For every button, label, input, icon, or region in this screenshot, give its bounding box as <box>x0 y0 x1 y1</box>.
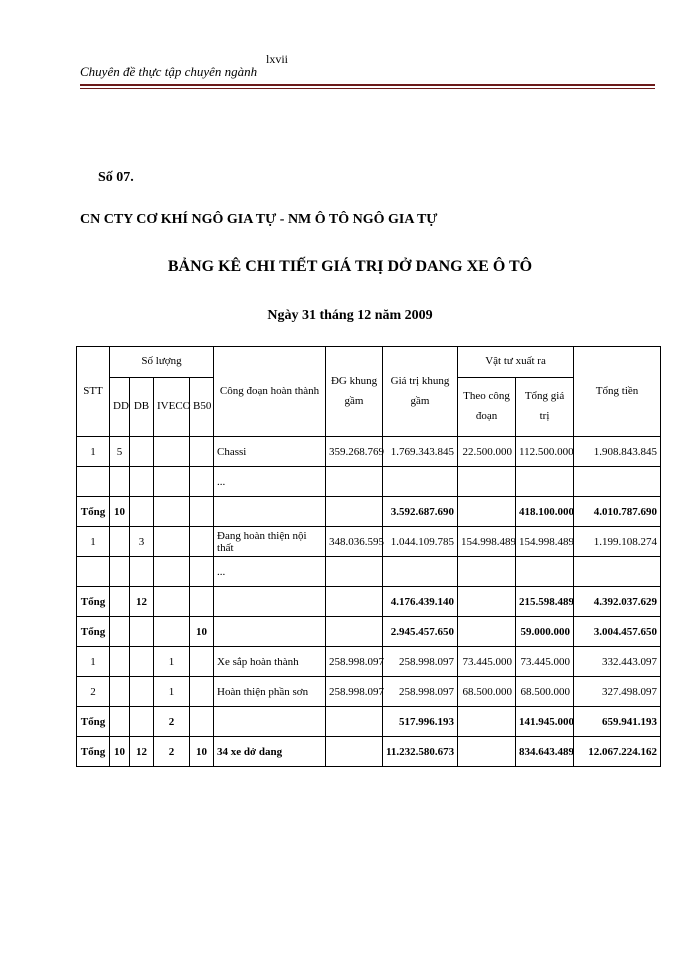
cell-b50 <box>190 677 214 707</box>
cell-dg <box>326 617 383 647</box>
cell-dg <box>326 707 383 737</box>
cell-tong-tien: 659.941.193 <box>574 707 661 737</box>
document-number: Số 07. <box>98 170 134 185</box>
cell-dd <box>110 677 130 707</box>
cell-iveco <box>154 527 190 557</box>
cell-stt: Tổng <box>77 587 110 617</box>
cell-tong-tien: 4.392.037.629 <box>574 587 661 617</box>
cell-theo <box>458 587 516 617</box>
header-dg-khung-gam: ĐG khung gầm <box>326 347 383 437</box>
table-row-total <box>77 617 661 647</box>
cell-tong-tien: 332.443.097 <box>574 647 661 677</box>
header-db: DB <box>130 378 154 437</box>
cell-db <box>130 677 154 707</box>
cell-b50 <box>190 707 214 737</box>
table-row <box>77 527 661 557</box>
cell-dd <box>110 707 130 737</box>
cell-cong-doan: Chassi <box>214 437 326 467</box>
cell-gt: 4.176.439.140 <box>383 587 458 617</box>
cell-dd <box>110 527 130 557</box>
cell-tong-tien: 4.010.787.690 <box>574 497 661 527</box>
cell-cong-doan: ... <box>214 467 326 497</box>
cell-b50 <box>190 587 214 617</box>
cell-gt: 258.998.097 <box>383 677 458 707</box>
header-tong-gia-tri: Tổng giá trị <box>516 378 574 437</box>
cell-theo: 22.500.000 <box>458 437 516 467</box>
cell-dg: 258.998.097 <box>326 647 383 677</box>
cell-stt: Tổng <box>77 707 110 737</box>
header-cong-doan: Công đoạn hoàn thành <box>214 347 326 437</box>
cell-cong-doan: 34 xe dở dang <box>214 737 326 767</box>
cell-gt: 258.998.097 <box>383 647 458 677</box>
cell-dg: 348.036.595 <box>326 527 383 557</box>
cell-iveco <box>154 437 190 467</box>
cell-db: 12 <box>130 587 154 617</box>
cell-tong-tien: 327.498.097 <box>574 677 661 707</box>
cell-tong-gt: 68.500.000 <box>516 677 574 707</box>
cell-db: 12 <box>130 737 154 767</box>
header-title: Chuyên đề thực tập chuyên ngành <box>80 64 258 79</box>
cell-stt: 1 <box>77 437 110 467</box>
cell-b50 <box>190 497 214 527</box>
cell-gt: 517.996.193 <box>383 707 458 737</box>
header-iveco: IVECO <box>154 378 190 437</box>
cell-cong-doan: Hoàn thiện phần sơn <box>214 677 326 707</box>
cell-cong-doan <box>214 587 326 617</box>
cell-stt: 2 <box>77 677 110 707</box>
cell-tong-tien: 12.067.224.162 <box>574 737 661 767</box>
table-row <box>77 557 661 587</box>
cell-dg <box>326 497 383 527</box>
cell-cong-doan <box>214 617 326 647</box>
document-date: Ngày 31 tháng 12 năm 2009 <box>267 308 433 323</box>
cell-dd <box>110 467 130 497</box>
cell-stt: 1 <box>77 647 110 677</box>
cell-stt: Tổng <box>77 617 110 647</box>
cell-tong-gt: 834.643.489 <box>516 737 574 767</box>
header-vat-tu-xuat-ra: Vật tư xuất ra <box>458 347 574 378</box>
cell-iveco <box>154 467 190 497</box>
header-gia-tri-khung-gam: Giá trị khung gầm <box>383 347 458 437</box>
cell-tong-gt <box>516 557 574 587</box>
cell-dg <box>326 467 383 497</box>
cell-gt <box>383 467 458 497</box>
table-row-total <box>77 497 661 527</box>
cell-b50 <box>190 527 214 557</box>
cell-dd: 10 <box>110 737 130 767</box>
cell-db <box>130 707 154 737</box>
header-dd: DD <box>110 378 130 437</box>
cell-tong-gt: 215.598.489 <box>516 587 574 617</box>
cell-b50: 10 <box>190 617 214 647</box>
cell-iveco: 1 <box>154 677 190 707</box>
header-tong-tien: Tổng tiền <box>574 347 661 437</box>
table-row <box>77 647 661 677</box>
cell-cong-doan: ... <box>214 557 326 587</box>
cell-theo <box>458 707 516 737</box>
cell-stt: Tổng <box>77 737 110 767</box>
cell-stt <box>77 557 110 587</box>
cell-db: 3 <box>130 527 154 557</box>
cell-theo <box>458 737 516 767</box>
page-number: lxvii <box>266 52 289 66</box>
cell-theo <box>458 557 516 587</box>
cell-dg: 258.998.097 <box>326 677 383 707</box>
cell-cong-doan: Xe sắp hoàn thành <box>214 647 326 677</box>
cell-tong-gt: 73.445.000 <box>516 647 574 677</box>
cell-gt: 1.044.109.785 <box>383 527 458 557</box>
table-row-total <box>77 707 661 737</box>
cell-cong-doan: Đang hoàn thiện nội thất <box>214 527 326 557</box>
cell-dd <box>110 617 130 647</box>
cell-db <box>130 557 154 587</box>
cell-tong-gt: 112.500.000 <box>516 437 574 467</box>
cell-tong-gt <box>516 467 574 497</box>
cell-tong-gt: 59.000.000 <box>516 617 574 647</box>
cell-tong-gt: 418.100.000 <box>516 497 574 527</box>
table-row <box>77 437 661 467</box>
table-row-total <box>77 587 661 617</box>
cell-db <box>130 467 154 497</box>
cell-dd <box>110 557 130 587</box>
wip-detail-table <box>76 346 661 767</box>
cell-dd <box>110 647 130 677</box>
cell-theo <box>458 617 516 647</box>
cell-tong-tien: 1.908.843.845 <box>574 437 661 467</box>
header-rule-thick <box>80 84 655 86</box>
header-so-luong: Số lượng <box>110 347 214 378</box>
cell-b50 <box>190 467 214 497</box>
cell-stt: Tổng <box>77 497 110 527</box>
table-body <box>77 437 661 767</box>
cell-db <box>130 647 154 677</box>
header-b50: B50 <box>190 378 214 437</box>
cell-tong-tien <box>574 467 661 497</box>
cell-cong-doan <box>214 497 326 527</box>
cell-gt: 11.232.580.673 <box>383 737 458 767</box>
cell-b50 <box>190 437 214 467</box>
cell-db <box>130 617 154 647</box>
cell-tong-tien: 1.199.108.274 <box>574 527 661 557</box>
cell-db <box>130 437 154 467</box>
cell-dg: 359.268.769 <box>326 437 383 467</box>
cell-tong-tien: 3.004.457.650 <box>574 617 661 647</box>
cell-cong-doan <box>214 707 326 737</box>
document-title: BẢNG KÊ CHI TIẾT GIÁ TRỊ DỞ DANG XE Ô TÔ <box>167 258 533 275</box>
header-stt: STT <box>77 347 110 437</box>
cell-dg <box>326 587 383 617</box>
cell-stt <box>77 467 110 497</box>
company-name: CN CTY CƠ KHÍ NGÔ GIA TỰ - NM Ô TÔ NGÔ GIA TỰ <box>80 212 438 227</box>
cell-tong-gt: 154.998.489 <box>516 527 574 557</box>
cell-theo: 68.500.000 <box>458 677 516 707</box>
cell-tong-gt: 141.945.000 <box>516 707 574 737</box>
cell-gt: 2.945.457.650 <box>383 617 458 647</box>
cell-b50 <box>190 557 214 587</box>
cell-iveco: 2 <box>154 737 190 767</box>
cell-db <box>130 497 154 527</box>
cell-dg <box>326 557 383 587</box>
cell-b50: 10 <box>190 737 214 767</box>
table-row-grand-total <box>77 737 661 767</box>
cell-theo: 73.445.000 <box>458 647 516 677</box>
cell-iveco <box>154 497 190 527</box>
cell-b50 <box>190 647 214 677</box>
cell-gt: 1.769.343.845 <box>383 437 458 467</box>
cell-theo: 154.998.489 <box>458 527 516 557</box>
table-row <box>77 677 661 707</box>
table-row <box>77 467 661 497</box>
cell-theo <box>458 497 516 527</box>
cell-stt: 1 <box>77 527 110 557</box>
cell-iveco: 2 <box>154 707 190 737</box>
cell-dd <box>110 587 130 617</box>
cell-iveco: 1 <box>154 647 190 677</box>
cell-iveco <box>154 557 190 587</box>
cell-tong-tien <box>574 557 661 587</box>
header-theo-cong-doan: Theo công đoạn <box>458 378 516 437</box>
cell-dd: 10 <box>110 497 130 527</box>
cell-gt: 3.592.687.690 <box>383 497 458 527</box>
cell-dg <box>326 737 383 767</box>
cell-iveco <box>154 617 190 647</box>
header-rule-thin <box>80 88 655 89</box>
cell-iveco <box>154 587 190 617</box>
cell-gt <box>383 557 458 587</box>
cell-theo <box>458 467 516 497</box>
cell-dd: 5 <box>110 437 130 467</box>
